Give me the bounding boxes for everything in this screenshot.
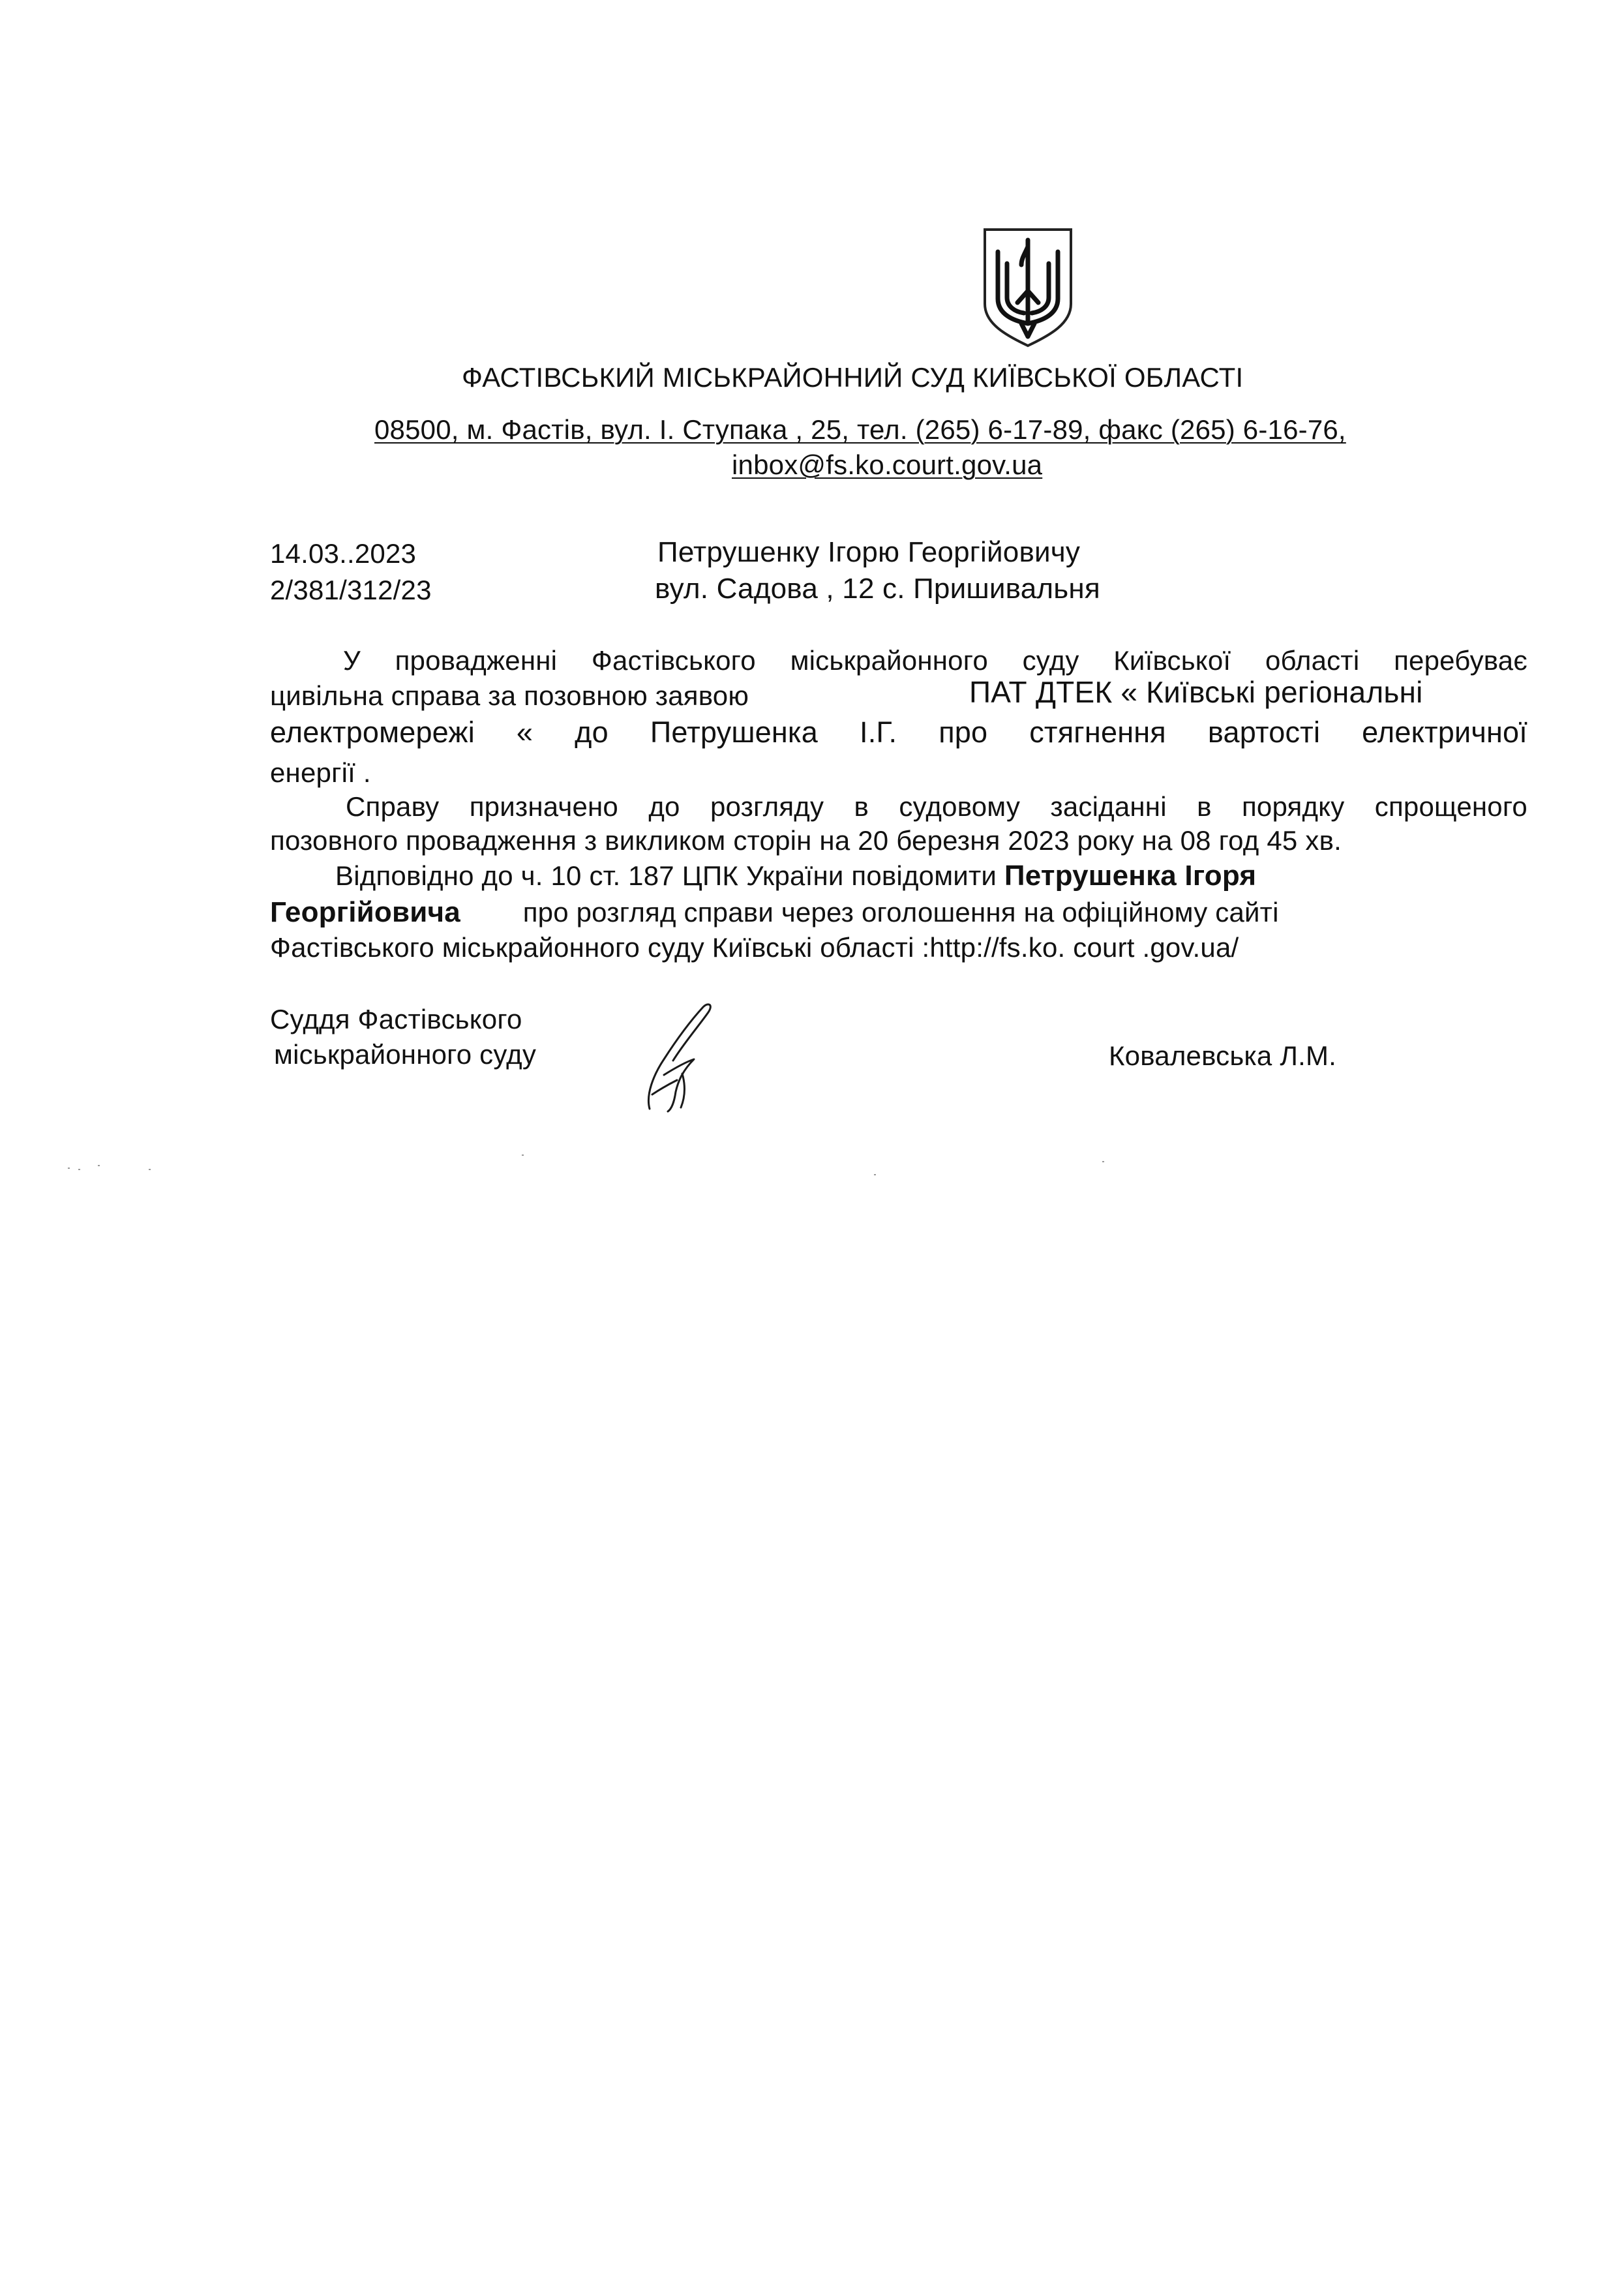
scan-speck [78,1169,80,1170]
defendant-patronymic-bold: Георгійовича [270,896,460,928]
body-p3-line3: Фастівського міськрайонного суду Київські області :http://fs.ko. court .gov.ua/ [270,932,1239,963]
body-p1-line1: У провадженні Фастівського міськрайонного суду Київської області перебуває [343,645,1527,676]
court-address: 08500, м. Фастів, вул. І. Ступака , 25, тел. (265) 6-17-89, факс (265) 6-16-76, [374,414,1346,445]
recipient-name: Петрушенку Ігорю Георгійовичу [657,536,1081,568]
court-name: ФАСТІВСЬКИЙ МІСЬКРАЙОННИЙ СУД КИЇВСЬКОЇ ОБЛАСТІ [462,362,1244,393]
body-p2-line2: позовного провадження з викликом сторін на 20 березня 2023 року на 08 год 45 хв. [270,825,1342,856]
body-p1-line2b: ПАТ ДТЕК « Київські регіональні [969,675,1423,709]
judge-title-line2: міськрайонного суду [274,1039,537,1070]
body-p2-line1: Справу призначено до розгляду в судовому засіданні в порядку спрощеного [346,791,1527,822]
scan-speck [874,1174,876,1175]
scan-speck [149,1169,151,1170]
handwritten-signature-icon [626,997,730,1114]
scan-speck [68,1168,70,1169]
document-date: 14.03..2023 [270,538,417,569]
body-p1-line2a: цивільна справа за позовною заявою [270,680,749,711]
scan-speck [98,1165,100,1166]
scan-speck [1102,1161,1104,1162]
recipient-address: вул. Садова , 12 с. Пришивальня [655,573,1100,605]
body-p3-line1 [335,860,1256,892]
court-email: inbox@fs.ko.court.gov.ua [732,449,1043,480]
trident-coat-of-arms-icon [978,226,1077,350]
judge-title-line1: Суддя Фастівського [270,1004,522,1034]
defendant-name-bold: Петрушенка Ігоря [1004,860,1257,892]
body-p3-line1-text: Відповідно до ч. 10 ст. 187 ЦПК України повідомити [335,860,997,891]
body-p1-line4: енергії . [270,757,371,788]
scan-speck [522,1154,524,1156]
body-p3-line2 [270,896,1279,929]
body-p3-line2-text: про розгляд справи через оголошення на офіційному сайті [522,897,1279,927]
document-ref-number: 2/381/312/23 [270,575,432,605]
body-p1-line3: електромережі « до Петрушенка І.Г. про стягнення вартості електричної [270,716,1527,749]
judge-name: Ковалевська Л.М. [1109,1040,1337,1071]
